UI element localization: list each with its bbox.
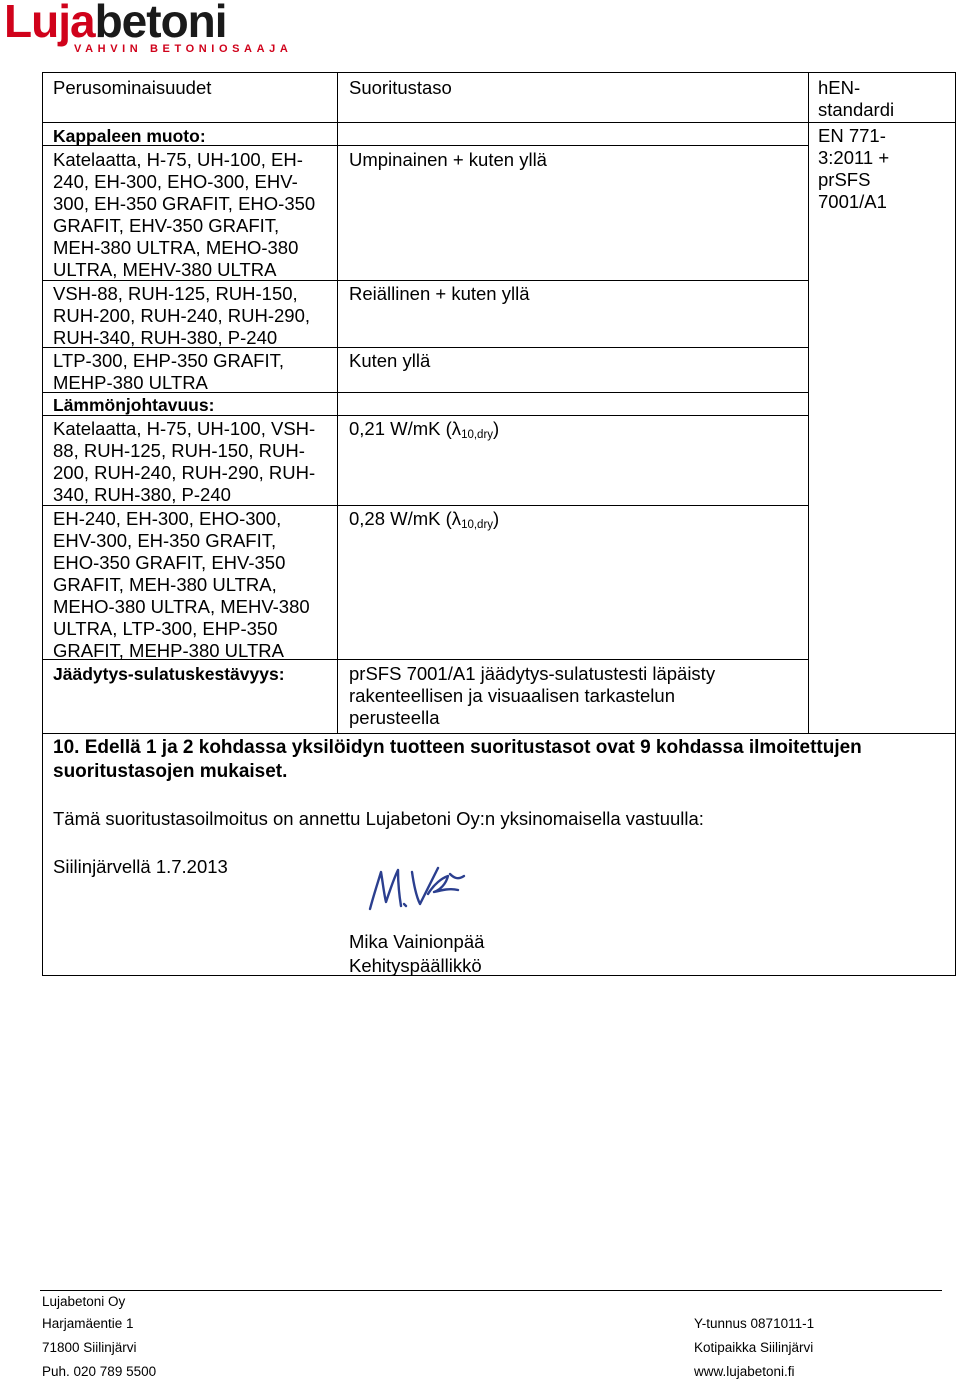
footer-website[interactable]: www.lujabetoni.fi [694, 1364, 795, 1379]
header-rule [43, 122, 955, 123]
thermal-products-1: Katelaatta, H-75, UH-100, VSH- 88, RUH-125, RUH-150, RUH- 200, RUH-240, RUH-290, RUH- 340, RUH-380, P-240 [53, 418, 316, 505]
shape-value-3: Kuten yllä [349, 350, 431, 371]
declaration-item-10: 10. Edellä 1 ja 2 kohdassa yksilöidyn tuotteen suoritustasot ovat 9 kohdassa ilmoitettujen suoritustasojen mukaiset. [53, 737, 862, 782]
shape-products-3: LTP-300, EHP-350 GRAFIT, MEHP-380 ULTRA [53, 350, 284, 393]
col-divider-1 [337, 73, 338, 733]
col-divider-2 [808, 73, 809, 733]
logo-tagline: VAHVIN BETONIOSAAJA [74, 43, 293, 55]
thermal-value-2: 0,28 W/mK $(\lambda_{10,dry})$ [349, 508, 500, 531]
footer-street: Harjamäentie 1 [42, 1316, 134, 1331]
header-performance: Suoritustaso [349, 77, 452, 98]
responsibility-statement: Tämä suoritustasoilmoitus on annettu Lujabetoni Oy:n yksinomaisella vastuulla: [53, 808, 704, 829]
shape-products-2: VSH-88, RUH-125, RUH-150, RUH-200, RUH-240, RUH-290, RUH-340, RUH-380, P-240 [53, 283, 311, 348]
shape-value-1: Umpinainen + kuten yllä [349, 149, 547, 170]
company-logo [4, 0, 293, 56]
signer-name: Mika Vainionpää [349, 931, 485, 952]
signer-title: Kehityspäällikkö [349, 955, 482, 976]
thermal-products-2: EH-240, EH-300, EHO-300, EHV-300, EH-350 GRAFIT, EHO-350 GRAFIT, EHV-350 GRAFIT, MEH-380 ULTRA, MEHO-380 ULTRA, MEHV-380 ULTRA, LTP-300, EHP-350 GRAFIT, MEHP-380 ULTRA [53, 508, 310, 661]
footer-company: Lujabetoni Oy [42, 1294, 126, 1309]
header-basic-properties: Perusominaisuudet [53, 77, 212, 98]
standard-reference: EN 771- 3:2011 + prSFS 7001/A1 [818, 125, 890, 212]
shape-value-2: Reiällinen + kuten yllä [349, 283, 530, 304]
footer-phone: Puh. 020 789 5500 [42, 1364, 157, 1379]
logo-wordmark: Lujabetoni [4, 0, 227, 47]
header-hen-standard: hEN- standardi [818, 77, 895, 120]
shape-products-1: Katelaatta, H-75, UH-100, EH- 240, EH-300, EHO-300, EHV- 300, EH-350 GRAFIT, EHO-350 GRAFIT, EHV-350 GRAFIT, MEH-380 ULTRA, MEHO-380 ULTRA, MEHV-380 ULTRA [53, 149, 316, 280]
shape-section-title: Kappaleen muoto: [53, 126, 206, 146]
declaration-table [42, 72, 956, 976]
footer-rule [40, 1290, 942, 1291]
place-and-date: Siilinjärvellä 1.7.2013 [53, 856, 228, 877]
footer-business-id: Y-tunnus 0871011-1 [694, 1316, 815, 1331]
frost-section-title: Jäädytys-sulatuskestävyys: [53, 664, 285, 684]
thermal-value-1: 0,21 W/mK $(\lambda_{10,dry})$ [349, 418, 500, 441]
thermal-section-title: Lämmönjohtavuus: [53, 395, 215, 415]
frost-value: prSFS 7001/A1 jäädytys-sulatustesti läpäisty rakenteellisen ja visuaalisen tarkastelun perusteella [349, 663, 716, 728]
footer-city: 71800 Siilinjärvi [42, 1340, 137, 1355]
row-rule [43, 733, 955, 734]
footer-domicile: Kotipaikka Siilinjärvi [694, 1340, 814, 1355]
handwritten-signature [354, 854, 484, 929]
